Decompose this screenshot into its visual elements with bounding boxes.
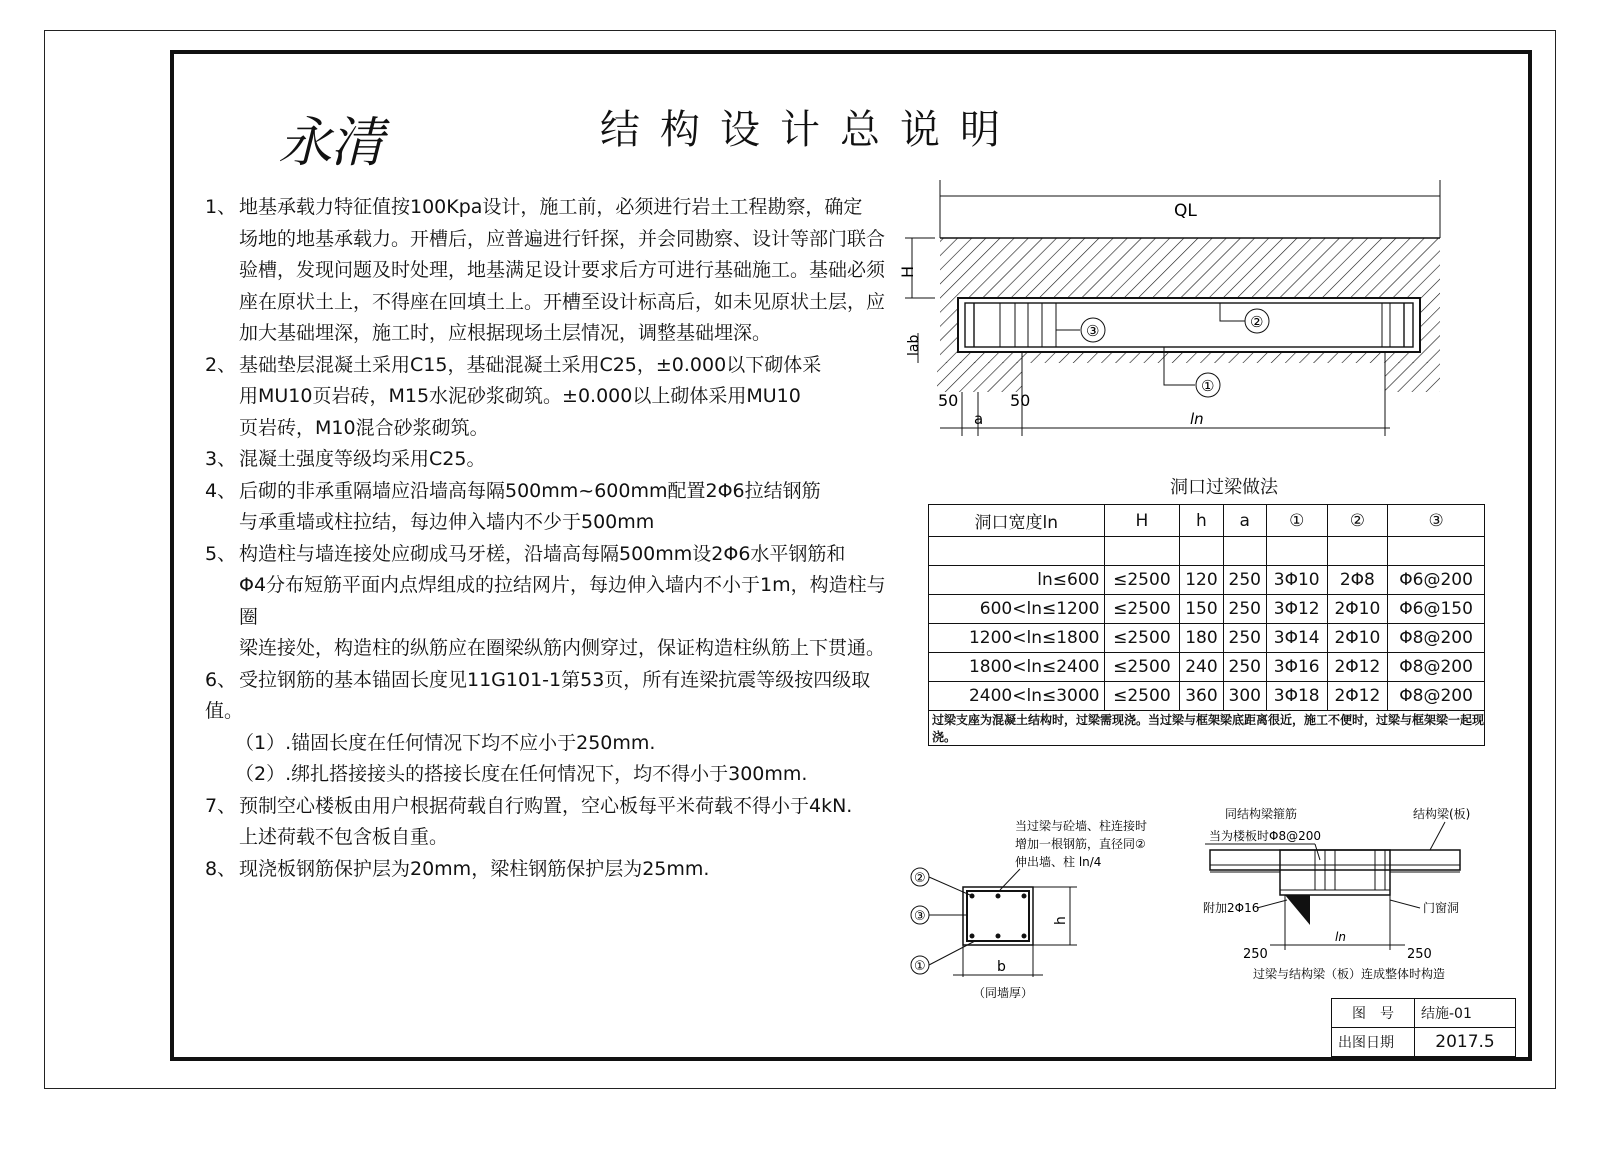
note-item (205, 759, 895, 791)
note-line: 页岩砖，M10混合砂浆砌筑。 (239, 416, 489, 439)
table-cell: ≤2500 (1104, 595, 1180, 624)
table-header: H (1104, 505, 1180, 537)
section-h: h (1053, 916, 1069, 925)
table-header: a (1223, 505, 1266, 537)
table-cell: 2Φ10 (1327, 595, 1388, 624)
dim-50-left: 50 (938, 391, 959, 410)
note-item (205, 192, 895, 350)
date: 2017.5 (1415, 1028, 1516, 1057)
table-header: h (1180, 505, 1223, 537)
beam-note-2: 当为楼板时Φ8@200 (1209, 829, 1321, 843)
note-number: 1、 (205, 196, 237, 218)
callout-1: ① (1201, 377, 1215, 395)
table-cell: Φ6@200 (1388, 566, 1485, 595)
title-block (1331, 998, 1516, 1057)
section-note-2: 增加一根钢筋，直径同② (1015, 837, 1146, 851)
section-note-1: 当过梁与砼墙、柱连接时 (1015, 819, 1148, 833)
note-item (205, 665, 895, 728)
note-item (205, 476, 895, 539)
ql-label: QL (1174, 201, 1197, 221)
table-row (929, 595, 1485, 624)
beam-connection-diagram (1195, 800, 1495, 990)
note-item (205, 539, 895, 665)
table-cell: ≤2500 (1104, 566, 1180, 595)
table-title: 洞口过梁做法 (1170, 477, 1278, 498)
table-cell: Φ8@200 (1388, 624, 1485, 653)
dim-50-right: 50 (1010, 391, 1031, 410)
note-number: 3、 (205, 448, 237, 470)
note-line: （2）.绑扎搭接接头的搭接长度在任何情况下，均不得小于300mm. (235, 763, 808, 785)
drawing-no: 结施-01 (1415, 999, 1516, 1028)
h-label: H (898, 265, 917, 278)
note-item (205, 854, 895, 886)
table-cell: 3Φ16 (1266, 653, 1327, 682)
beam-dim-250-left: 250 (1243, 947, 1268, 962)
note-number: 5、 (205, 542, 237, 565)
table-cell: 2Φ8 (1327, 566, 1388, 595)
section-callout-1: ① (914, 959, 926, 974)
table-cell: 1800<ln≤2400 (929, 653, 1105, 682)
table-cell: 3Φ14 (1266, 624, 1327, 653)
table-cell: ≤2500 (1104, 682, 1180, 711)
table-header: ③ (1388, 505, 1485, 537)
note-line: 混凝土强度等级均采用C25。 (239, 448, 486, 470)
note-line: 上述荷载不包含板自重。 (239, 826, 449, 848)
note-line: 验槽，发现问题及时处理，地基满足设计要求后方可进行基础施工。基础必须 (239, 259, 886, 281)
table-header: 洞口宽度ln (929, 505, 1105, 537)
note-line: 受拉钢筋的基本锚固长度见11G101-1第53页，所有连梁抗震等级按四级取值。 (205, 668, 871, 722)
beam-opening: 门窗洞 (1423, 901, 1460, 915)
table-cell: 240 (1180, 653, 1223, 682)
table-cell: 250 (1223, 624, 1266, 653)
lintel-section-diagram (905, 815, 1185, 1010)
table-cell: 2400<ln≤3000 (929, 682, 1105, 711)
table-cell: 1200<ln≤1800 (929, 624, 1105, 653)
table-cell: 2Φ12 (1327, 682, 1388, 711)
note-number: 8、 (205, 857, 237, 880)
table-cell: Φ6@150 (1388, 595, 1485, 624)
note-line: 与承重墙或柱拉结，每边伸入墙内不少于500mm (239, 511, 655, 533)
section-callout-3: ③ (914, 909, 926, 924)
table-cell: 250 (1223, 653, 1266, 682)
table-cell: 3Φ12 (1266, 595, 1327, 624)
table-cell: 250 (1223, 566, 1266, 595)
date-label: 出图日期 (1332, 1028, 1415, 1057)
table-row (929, 566, 1485, 595)
note-line: 后砌的非承重隔墙应沿墙高每隔500mm~600mm配置2Φ6拉结钢筋 (239, 479, 821, 502)
beam-label: 结构梁(板) (1413, 807, 1471, 821)
note-line: （1）.锚固长度在任何情况下均不应小于250mm. (235, 731, 656, 754)
beam-dim-250-right: 250 (1407, 947, 1432, 962)
note-item (205, 444, 895, 476)
note-number: 6、 (205, 668, 237, 691)
table-cell: ln≤600 (929, 566, 1105, 595)
note-item (205, 791, 895, 854)
table-cell: 2Φ10 (1327, 624, 1388, 653)
table-cell: 180 (1180, 624, 1223, 653)
callout-2: ② (1250, 313, 1264, 331)
note-line: Φ4分布短筋平面内点焊组成的拉结网片，每边伸入墙内不小于1m，构造柱与圈 (239, 574, 886, 628)
table-cell: 120 (1180, 566, 1223, 595)
dim-a: a (974, 410, 984, 428)
beam-dim-ln: ln (1335, 930, 1346, 944)
table-cell: 360 (1180, 682, 1223, 711)
table-cell: 150 (1180, 595, 1223, 624)
table-header: ② (1327, 505, 1388, 537)
table-cell: Φ8@200 (1388, 653, 1485, 682)
beam-caption: 过梁与结构梁（板）连成整体时构造 (1253, 967, 1446, 981)
section-wall: （同墙厚） (973, 986, 1034, 1000)
lintel-elevation-diagram (890, 178, 1460, 448)
note-line: 梁连接处，构造柱的纵筋应在圈梁纵筋内侧穿过，保证构造柱纵筋上下贯通。 (239, 637, 886, 659)
note-line: 预制空心楼板由用户根据荷载自行购置，空心板每平米荷载不得小于4kN. (239, 794, 853, 817)
note-line: 基础垫层混凝土采用C15，基础混凝土采用C25，±0.000以下砌体采 (239, 353, 822, 376)
section-callout-2: ② (914, 871, 926, 886)
note-item (205, 350, 895, 445)
signature: 永清 (278, 111, 382, 174)
table-cell: 300 (1223, 682, 1266, 711)
table-cell: 3Φ18 (1266, 682, 1327, 711)
table-cell: 3Φ10 (1266, 566, 1327, 595)
beam-add: 附加2Φ16 (1203, 901, 1260, 915)
table-cell: Φ8@200 (1388, 682, 1485, 711)
drawing-no-label: 图 号 (1332, 999, 1415, 1028)
note-line: 场地的地基承载力。开槽后，应普遍进行钎探，并会同勘察、设计等部门联合 (239, 227, 886, 250)
note-number: 2、 (205, 353, 237, 376)
page-title: 结构设计总说明 (600, 108, 1020, 152)
table-cell: ≤2500 (1104, 624, 1180, 653)
lab-label: lab (906, 334, 922, 356)
callout-3: ③ (1086, 322, 1100, 340)
table-cell: ≤2500 (1104, 653, 1180, 682)
table-cell: 2Φ12 (1327, 653, 1388, 682)
table-header: ① (1266, 505, 1327, 537)
table-footnote: 过梁支座为混凝土结构时，过梁需现浇。当过梁与框架梁底距离很近，施工不便时，过梁与框架梁一起现浇。 (929, 711, 1485, 746)
note-line: 座在原状土上，不得座在回填土上。开槽至设计标高后，如未见原状土层，应 (239, 290, 886, 313)
note-line: 加大基础埋深，施工时，应根据现场土层情况，调整基础埋深。 (239, 322, 772, 344)
note-item (205, 728, 895, 760)
note-line: 地基承载力特征值按100Kpa设计，施工前，必须进行岩土工程勘察，确定 (239, 196, 863, 218)
table-cell: 600<ln≤1200 (929, 595, 1105, 624)
note-line: 用MU10页岩砖，M15水泥砂浆砌筑。±0.000以上砌体采用MU10 (239, 385, 801, 407)
table-row (929, 682, 1485, 711)
dim-ln: ln (1190, 410, 1204, 428)
beam-note-1: 同结构梁箍筋 (1225, 807, 1298, 821)
design-notes (205, 192, 895, 885)
table-cell: 250 (1223, 595, 1266, 624)
table-row (929, 653, 1485, 682)
section-b: b (997, 959, 1006, 975)
note-line: 构造柱与墙连接处应砌成马牙槎，沿墙高每隔500mm设2Φ6水平钢筋和 (239, 542, 846, 565)
note-number: 7、 (205, 794, 237, 817)
note-number: 4、 (205, 479, 237, 502)
table-row (929, 624, 1485, 653)
lintel-table (928, 504, 1485, 746)
section-note-3: 伸出墙、柱 ln/4 (1015, 855, 1102, 869)
note-line: 现浇板钢筋保护层为20mm，梁柱钢筋保护层为25mm. (239, 857, 710, 880)
